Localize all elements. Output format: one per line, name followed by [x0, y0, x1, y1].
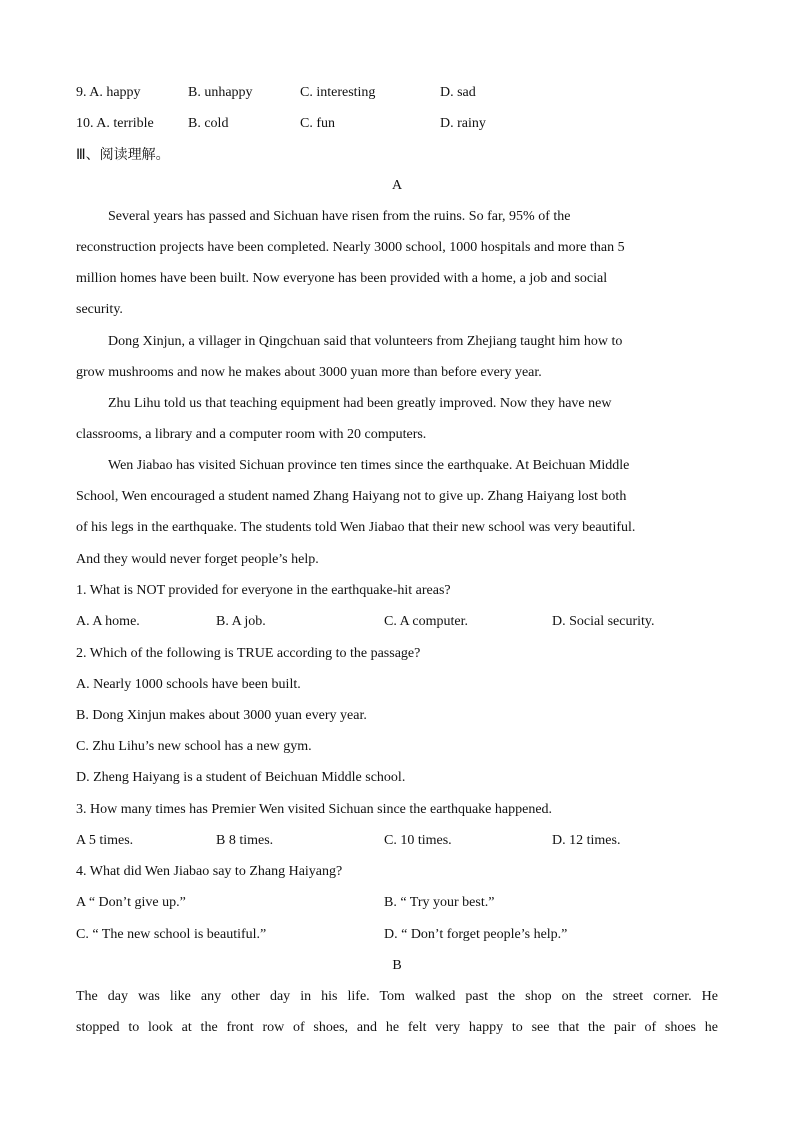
passage-a-line: School, Wen encouraged a student named Zhang Haiyang not to give up. Zhang Haiyang lost both [76, 489, 627, 504]
passage-a-line: grow mushrooms and now he makes about 3000 yuan more than before every year. [76, 365, 542, 380]
passage-a-line: Several years has passed and Sichuan have risen from the ruins. So far, 95% of the [108, 209, 571, 224]
q9-option-a: 9. A. happy [76, 85, 141, 100]
passage-a-line: million homes have been built. Now everyone has been provided with a home, a job and social [76, 271, 608, 286]
question-3-option-b: B 8 times. [216, 833, 274, 848]
question-2-option-a: A. Nearly 1000 schools have been built. [76, 677, 301, 692]
question-1-option-a: A. A home. [76, 614, 140, 629]
question-1-stem: 1. What is NOT provided for everyone in the earthquake-hit areas? [76, 583, 451, 598]
question-3-option-d: D. 12 times. [552, 833, 621, 848]
question-3-option-a: A 5 times. [76, 833, 134, 848]
question-2-stem: 2. Which of the following is TRUE according to the passage? [76, 646, 421, 661]
question-4-stem: 4. What did Wen Jiabao say to Zhang Haiyang? [76, 864, 343, 879]
question-1-option-b: B. A job. [216, 614, 266, 629]
q10-option-c: C. fun [300, 116, 335, 131]
question-4-option-b: B. “ Try your best.” [384, 895, 495, 910]
question-1-option-d: D. Social security. [552, 614, 655, 629]
question-4-option-d: D. “ Don’t forget people’s help.” [384, 927, 568, 942]
passage-a-line: Wen Jiabao has visited Sichuan province ten times since the earthquake. At Beichuan Middle [108, 458, 630, 473]
passage-b-heading: B [392, 958, 402, 973]
question-2-option-c: C. Zhu Lihu’s new school has a new gym. [76, 739, 312, 754]
q9-option-b: B. unhappy [188, 85, 253, 100]
section-title: Ⅲ、阅读理解。 [76, 147, 170, 163]
passage-a-line: of his legs in the earthquake. The students told Wen Jiabao that their new school was very beautiful. [76, 520, 636, 535]
q9-option-c: C. interesting [300, 85, 376, 100]
question-2-option-d: D. Zheng Haiyang is a student of Beichuan Middle school. [76, 770, 406, 785]
q9-option-d: D. sad [440, 85, 476, 100]
passage-a-line: security. [76, 302, 123, 317]
question-3-option-c: C. 10 times. [384, 833, 452, 848]
q10-option-d: D. rainy [440, 116, 486, 131]
question-4-option-c: C. “ The new school is beautiful.” [76, 927, 267, 942]
question-1-option-c: C. A computer. [384, 614, 468, 629]
passage-b-line: stopped to look at the front row of shoes, and he felt very happy to see that the pair of shoes he [76, 1020, 718, 1035]
passage-a-line: classrooms, a library and a computer room with 20 computers. [76, 427, 427, 442]
passage-a-line: Zhu Lihu told us that teaching equipment had been greatly improved. Now they have new [108, 396, 612, 411]
q10-option-b: B. cold [188, 116, 229, 131]
passage-b-line: The day was like any other day in his life. Tom walked past the shop on the street corner. He [76, 989, 718, 1004]
passage-a-line: Dong Xinjun, a villager in Qingchuan said that volunteers from Zhejiang taught him how to [108, 334, 623, 349]
passage-a-line: And they would never forget people’s help. [76, 552, 319, 567]
question-4-option-a: A “ Don’t give up.” [76, 895, 186, 910]
question-2-option-b: B. Dong Xinjun makes about 3000 yuan every year. [76, 708, 367, 723]
question-3-stem: 3. How many times has Premier Wen visited Sichuan since the earthquake happened. [76, 802, 553, 817]
q10-option-a: 10. A. terrible [76, 116, 154, 131]
passage-a-line: reconstruction projects have been completed. Nearly 3000 school, 1000 hospitals and more than 5 [76, 240, 625, 255]
passage-a-heading: A [391, 178, 403, 193]
